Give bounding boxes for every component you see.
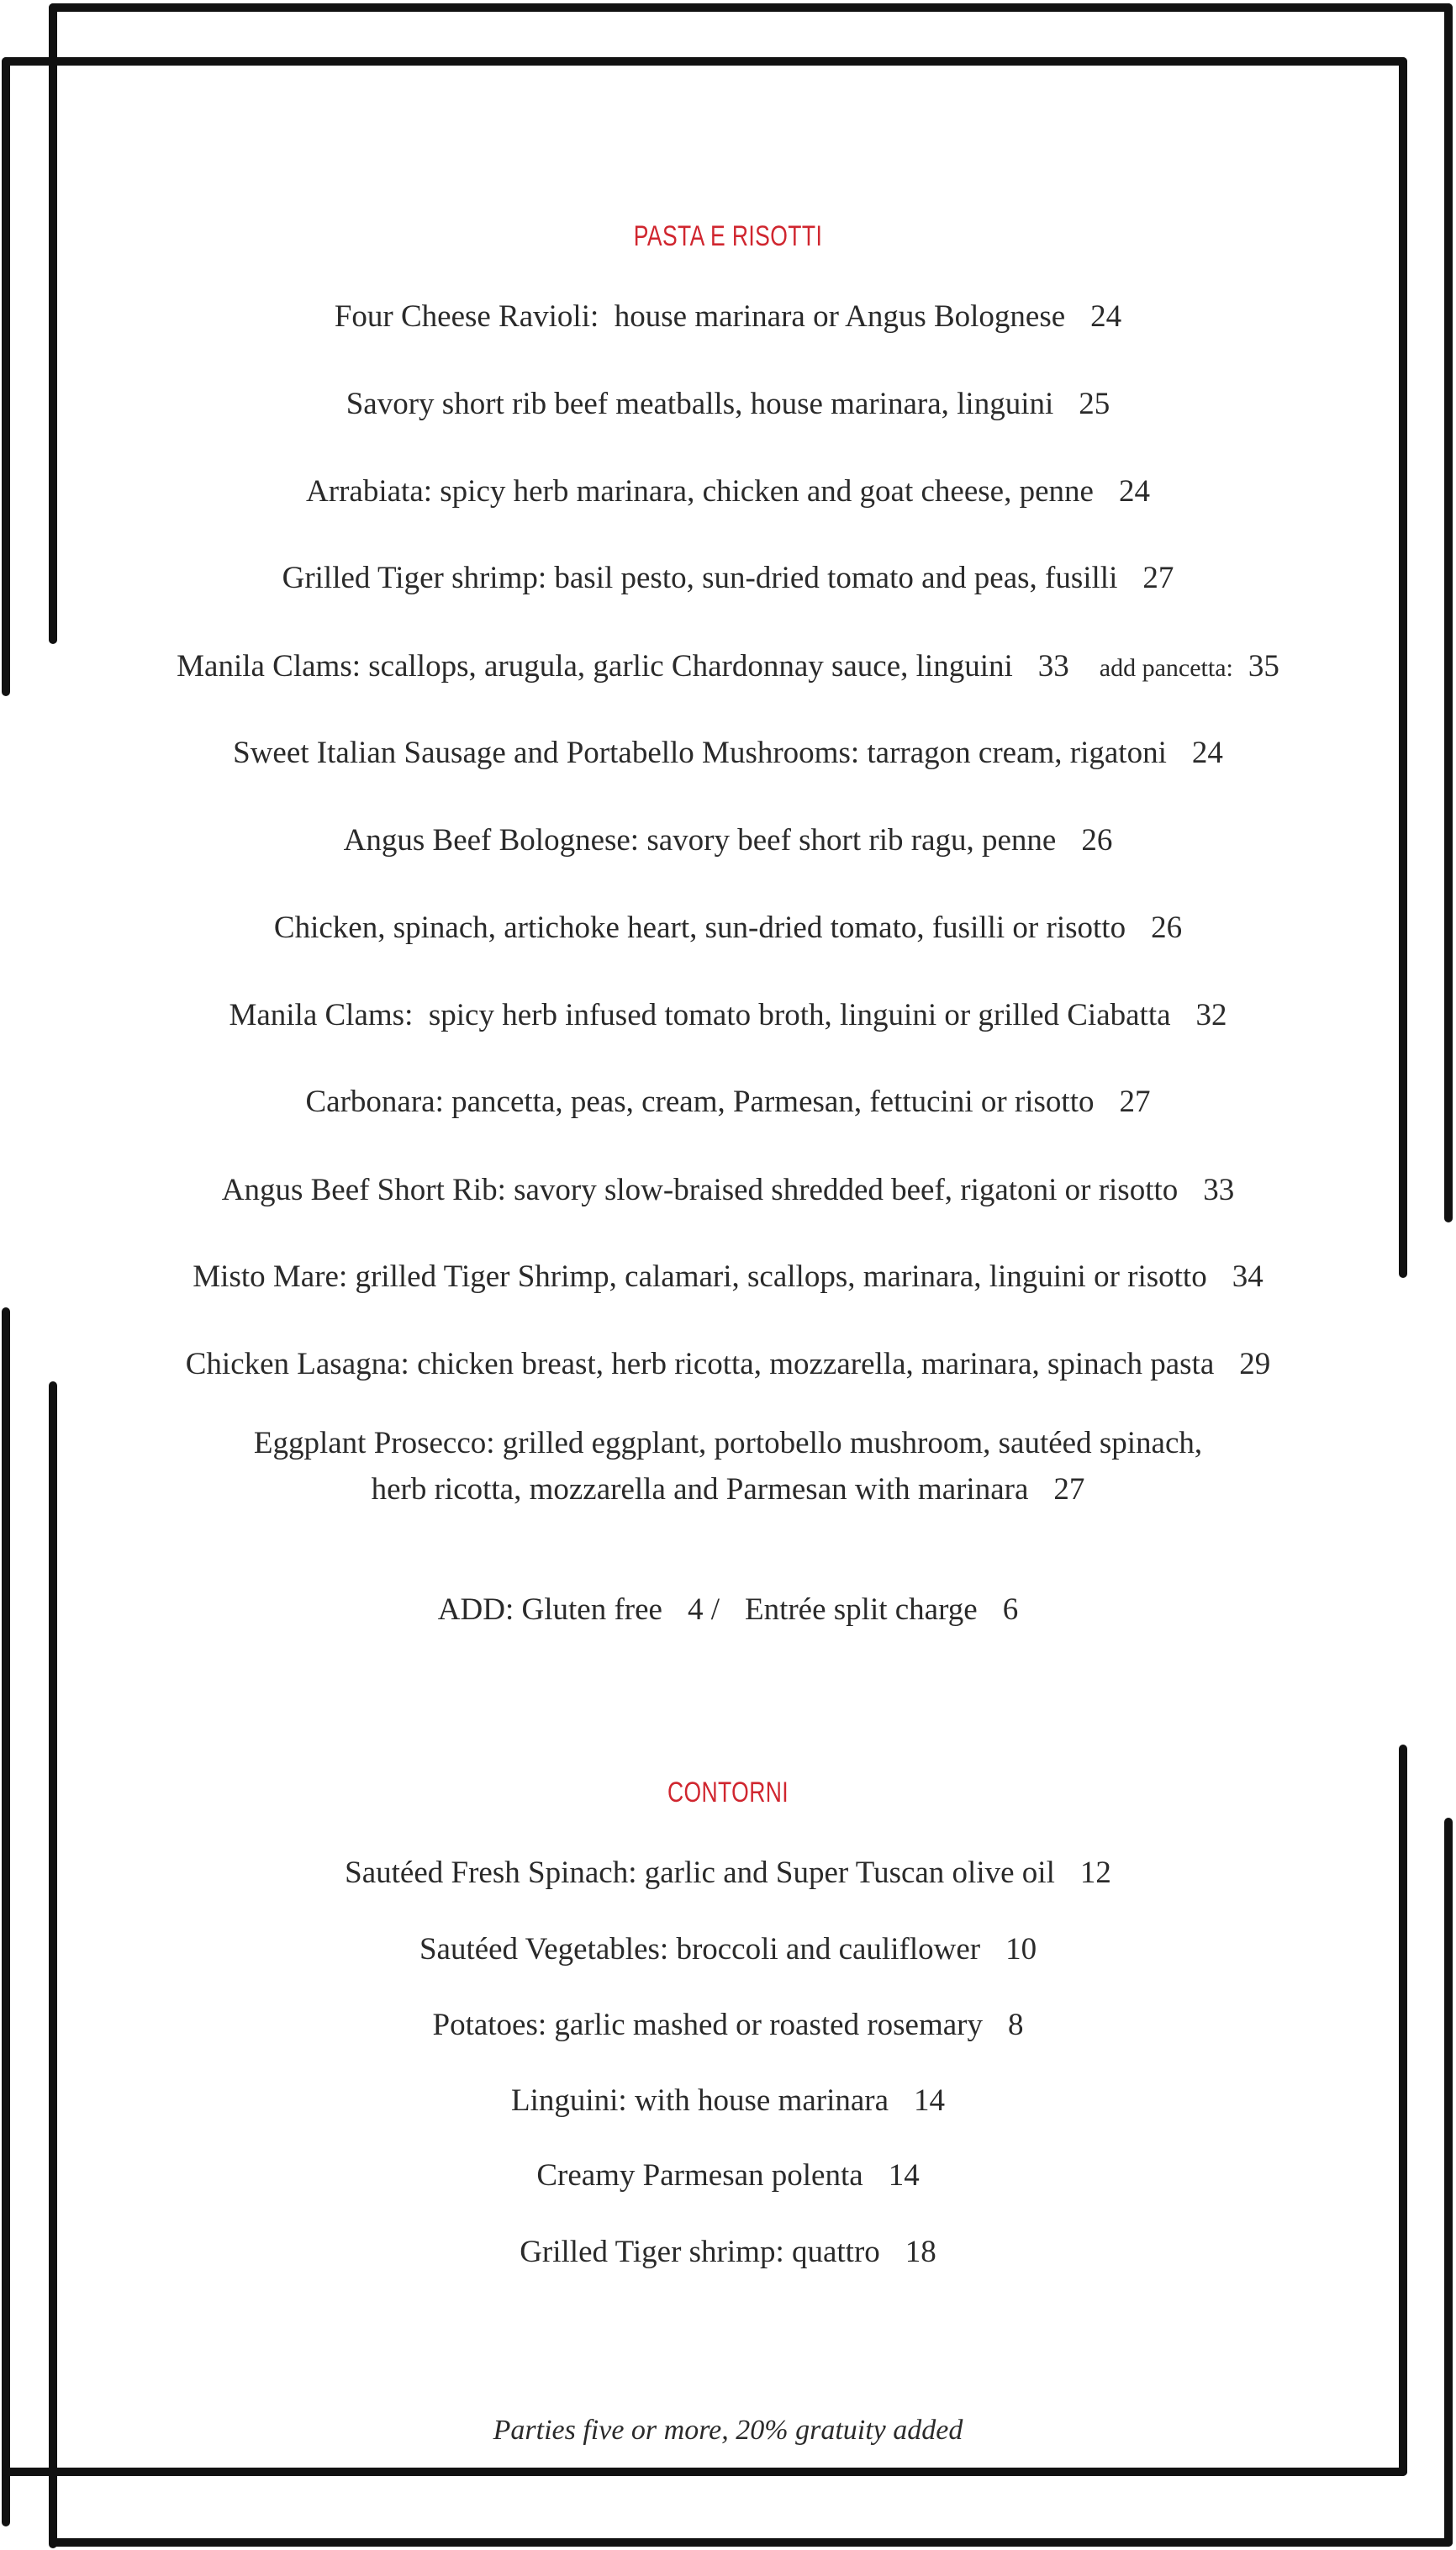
item-text: Angus Beef Short Rib: savory slow-braised shredded beef, rigatoni or risotto [221, 1173, 1179, 1207]
item-text: Grilled Tiger shrimp: basil pesto, sun-dried tomato and peas, fusilli [282, 561, 1118, 595]
eggplant-line-2 [0, 1471, 1456, 1508]
eggplant-text-1: Eggplant Prosecco: grilled eggplant, portobello mushroom, sautéed spinach, [253, 1426, 1203, 1460]
frame-left-upper-inner [2, 57, 10, 696]
menu-item [0, 1346, 1456, 1383]
item-text: Manila Clams: scallops, arugula, garlic Chardonnay sauce, linguini [177, 649, 1013, 684]
menu-item [0, 735, 1456, 772]
item-price: 18 [905, 2235, 936, 2269]
menu-item [0, 1172, 1456, 1209]
gluten-free-label: ADD: Gluten free [437, 1592, 662, 1627]
frame-right-upper-outer [1444, 3, 1453, 1222]
item-price: 24 [1118, 474, 1150, 509]
item-text: Potatoes: garlic mashed or roasted rosemary [432, 2008, 983, 2042]
eggplant-price: 27 [1053, 1472, 1085, 1507]
item-text: Sautéed Fresh Spinach: garlic and Super Tuscan olive oil [345, 1856, 1055, 1890]
item-price: 34 [1232, 1259, 1263, 1294]
side-item [0, 1855, 1456, 1892]
side-item [0, 2083, 1456, 2120]
menu-item [0, 822, 1456, 859]
item-text: Carbonara: pancetta, peas, cream, Parmesan, fettucini or risotto [305, 1085, 1095, 1119]
menu-item [0, 298, 1456, 335]
item-text: Linguini: with house marinara [510, 2083, 889, 2118]
item-text: Creamy Parmesan polenta [536, 2158, 863, 2193]
item-price: 25 [1079, 387, 1110, 421]
item-price: 26 [1081, 823, 1113, 858]
item-text: Grilled Tiger shrimp: quattro [520, 2235, 880, 2269]
side-item [0, 2157, 1456, 2194]
side-item [0, 1931, 1456, 1968]
item-price: 24 [1090, 299, 1122, 334]
item-price: 24 [1191, 736, 1223, 770]
item-price: 27 [1142, 561, 1174, 595]
menu-item [0, 997, 1456, 1034]
item-price: 14 [888, 2158, 920, 2193]
item-price: 14 [914, 2083, 946, 2118]
gratuity-note: Parties five or more, 20% gratuity added [493, 2415, 963, 2446]
item-text: Chicken, spinach, artichoke heart, sun-dried tomato, fusilli or risotto [273, 911, 1126, 945]
eggplant-line-1 [0, 1425, 1456, 1462]
item-price: 27 [1119, 1085, 1151, 1119]
item-text: Sautéed Vegetables: broccoli and cauliflower [419, 1932, 981, 1967]
item-text: Angus Beef Bolognese: savory beef short rib ragu, penne [343, 823, 1057, 858]
gluten-free-price: 4 / [687, 1592, 720, 1627]
side-item [0, 2007, 1456, 2044]
menu-item [0, 1084, 1456, 1121]
frame-top-line-outer [49, 3, 1453, 12]
item-text: Arrabiata: spicy herb marinara, chicken and goat cheese, penne [306, 474, 1094, 509]
item-price: 10 [1005, 1932, 1037, 1967]
menu-item [0, 473, 1456, 510]
eggplant-text-2: herb ricotta, mozzarella and Parmesan with marinara [371, 1472, 1029, 1507]
menu-item [0, 560, 1456, 597]
item-text: Manila Clams: spicy herb infused tomato broth, linguini or grilled Ciabatta [229, 998, 1171, 1032]
menu-item [0, 1259, 1456, 1296]
add-pancetta-price: 35 [1248, 649, 1279, 684]
item-price: 8 [1008, 2008, 1024, 2042]
add-on-line [0, 1592, 1456, 1629]
split-charge-label: Entrée split charge [744, 1592, 978, 1627]
menu-item [0, 910, 1456, 947]
frame-bottom-line-outer [49, 2538, 1453, 2547]
item-text: Four Cheese Ravioli: house marinara or Angus Bolognese [334, 299, 1066, 334]
add-pancetta-label: add pancetta: [1099, 654, 1233, 682]
item-price: 12 [1079, 1856, 1111, 1890]
item-text: Savory short rib beef meatballs, house marinara, linguini [346, 387, 1054, 421]
item-price: 33 [1037, 649, 1069, 684]
item-text: Misto Mare: grilled Tiger Shrimp, calamari, scallops, marinara, linguini or risotto [193, 1259, 1207, 1294]
item-text: Sweet Italian Sausage and Portabello Mushrooms: tarragon cream, rigatoni [233, 736, 1167, 770]
split-charge-price: 6 [1002, 1592, 1019, 1627]
menu-item [0, 648, 1456, 687]
pasta-heading: PASTA E RISOTTI [633, 220, 823, 252]
side-item [0, 2234, 1456, 2271]
item-price: 33 [1203, 1173, 1235, 1207]
item-text: Chicken Lasagna: chicken breast, herb ricotta, mozzarella, marinara, spinach pasta [185, 1347, 1215, 1381]
item-price: 29 [1239, 1347, 1271, 1381]
frame-top-line-inner [2, 57, 1407, 66]
item-price: 26 [1151, 911, 1183, 945]
item-price: 32 [1195, 998, 1227, 1032]
menu-item [0, 386, 1456, 423]
contorni-heading: CONTORNI [667, 1777, 789, 1808]
frame-bottom-line-inner [2, 2468, 1407, 2476]
